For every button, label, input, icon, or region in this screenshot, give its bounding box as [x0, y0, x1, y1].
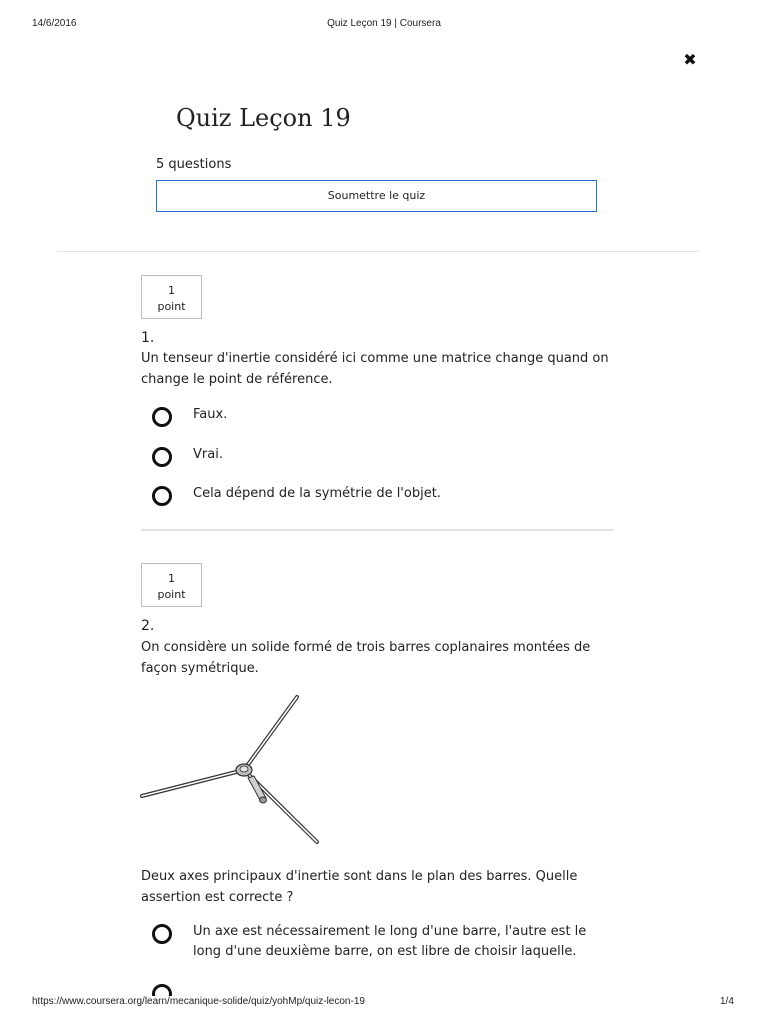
points-label: point: [157, 588, 186, 601]
question-2-text: On considère un solide formé de trois barres coplanaires montées de façon symétrique.: [141, 640, 591, 676]
question-2-option-1[interactable]: [150, 922, 610, 966]
bar-left: [142, 770, 244, 796]
hub: [236, 764, 267, 803]
close-icon[interactable]: ✖: [683, 50, 697, 69]
question-1-points: [141, 275, 202, 319]
option-label: Cela dépend de la symétrie de l'objet.: [193, 486, 441, 501]
submit-quiz-button[interactable]: Soumettre le quiz: [156, 180, 597, 212]
option-label: Faux.: [193, 407, 228, 422]
radio-button[interactable]: [152, 984, 172, 996]
option-label: Un axe est nécessairement le long d'une barre, l'autre est le long d'une deuxième barre, on est libre de choisir laquelle.: [193, 924, 587, 959]
question-2-number: 2.: [141, 618, 155, 634]
question-2-points: [141, 563, 202, 607]
print-footer: [0, 996, 768, 1010]
question-1-text: Un tenseur d'inertie considéré ici comme une matrice change quand on change le point de référence.: [141, 351, 609, 387]
bar-upper: [244, 697, 297, 770]
print-url: https://www.coursera.org/learn/mecanique-solide/quiz/yohMp/quiz-lecon-19: [32, 996, 365, 1007]
radio-button[interactable]: [152, 407, 172, 427]
radio-button[interactable]: [152, 447, 172, 467]
three-bar-solid-figure: [136, 690, 336, 850]
print-date: 14/6/2016: [32, 18, 77, 29]
page-number: 1/4: [720, 996, 734, 1007]
header-divider: [57, 251, 699, 252]
question-2-option-2[interactable]: [150, 982, 610, 996]
question-1-option-1[interactable]: [150, 405, 610, 429]
points-label: point: [157, 300, 186, 313]
print-header: [0, 18, 768, 32]
points-value: 1: [168, 284, 175, 297]
question-2-followup: Deux axes principaux d'inertie sont dans le plan des barres. Quelle assertion est correcte ?: [141, 869, 578, 905]
question-divider: [141, 529, 614, 531]
option-label: Vrai.: [193, 447, 223, 462]
question-1-option-3[interactable]: [150, 484, 610, 508]
print-page-title: Quiz Leçon 19 | Coursera: [327, 18, 441, 29]
radio-button[interactable]: [152, 486, 172, 506]
quiz-title: Quiz Leçon 19: [176, 104, 351, 132]
question-1-option-2[interactable]: [150, 445, 610, 469]
points-value: 1: [168, 572, 175, 585]
radio-button[interactable]: [152, 924, 172, 944]
question-1-number: 1.: [141, 330, 155, 346]
question-count: 5 questions: [156, 157, 232, 172]
